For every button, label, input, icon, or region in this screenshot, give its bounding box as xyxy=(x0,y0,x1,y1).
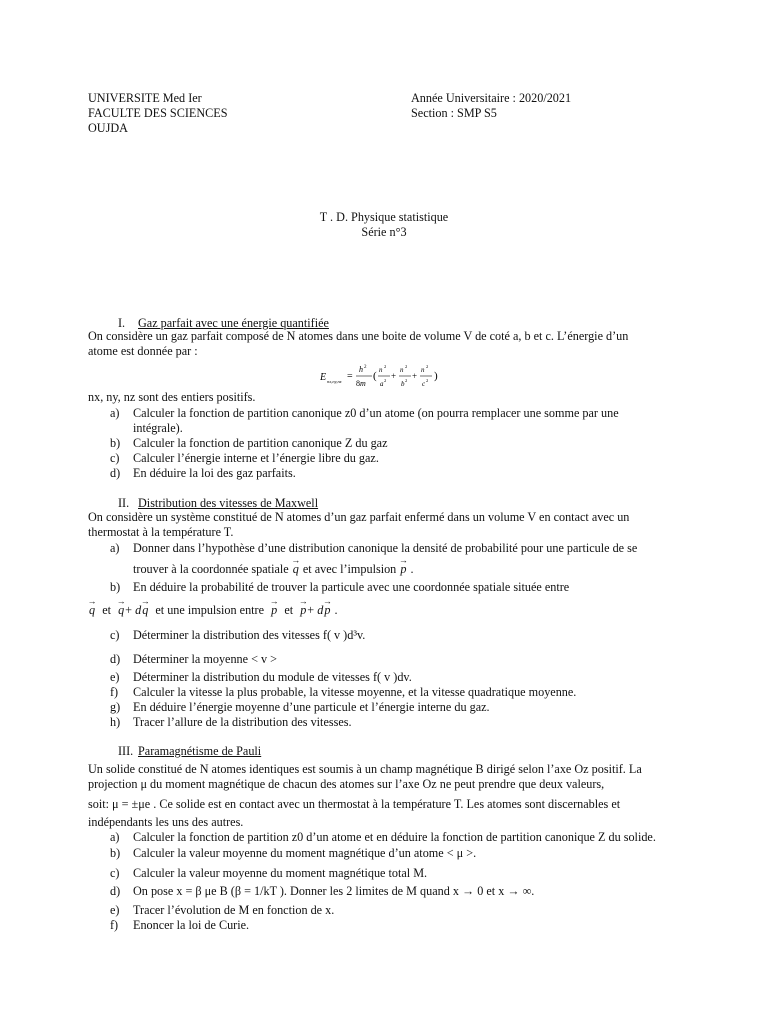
section3-item-label-b: b) xyxy=(110,846,121,860)
section2-item-a-cont: trouver à la coordonnée spatiale → q et avec l’impulsion → p . xyxy=(133,562,414,577)
section2-item-h: Tracer l’allure de la distribution des vitesses. xyxy=(133,715,352,729)
svg-text:n: n xyxy=(379,366,383,374)
section3-item-a: Calculer la fonction de partition z0 d’un atome et en déduire la fonction de partition canonique Z du solide. xyxy=(133,830,656,844)
section3-heading: Paramagnétisme de Pauli xyxy=(138,744,262,758)
section3-item-label-f: f) xyxy=(110,918,119,932)
section2-intro-2: thermostat à la température T. xyxy=(88,525,234,539)
section3-item-label-c: c) xyxy=(110,866,120,880)
section1-number: I. xyxy=(118,316,126,330)
q-vector-symbol: → q xyxy=(88,603,96,618)
svg-text:2: 2 xyxy=(384,378,387,383)
header-section: Section : SMP S5 xyxy=(411,106,497,120)
svg-text:2: 2 xyxy=(426,364,429,369)
section1-item-label-b: b) xyxy=(110,436,121,450)
section2-item-label-g: g) xyxy=(110,700,121,714)
svg-text:+: + xyxy=(391,371,397,381)
section2-item-e: Déterminer la distribution du module de vitesses f( v )dv. xyxy=(133,670,412,684)
section1-item-b: Calculer la fonction de partition canonique Z du gaz xyxy=(133,436,388,450)
svg-text:a: a xyxy=(380,380,384,388)
section3-item-e: Tracer l’évolution de M en fonction de x. xyxy=(133,903,335,917)
section2-item-b-cont: → q et → q+ d→ q et une impulsion entre → p et → p+ d→ p . xyxy=(88,603,338,618)
section2-item-label-c: c) xyxy=(110,628,120,642)
svg-text:E: E xyxy=(320,372,327,383)
section2-a2-mid: et avec l’impulsion xyxy=(302,562,397,576)
section2-item-label-d: d) xyxy=(110,652,121,666)
series-number: Série n°3 xyxy=(361,225,407,239)
svg-text:2: 2 xyxy=(405,378,408,383)
header-faculty: FACULTE DES SCIENCES xyxy=(88,106,228,120)
section3-item-label-a: a) xyxy=(110,830,120,844)
section3-intro-1: Un solide constitué de N atomes identiques est soumis à un champ magnétique B dirigé selon l’axe Oz positif. La xyxy=(88,762,642,776)
section1-item-c: Calculer l’énergie interne et l’énergie libre du gaz. xyxy=(133,451,379,465)
q-vector-symbol: → q xyxy=(292,562,300,577)
university-header xyxy=(88,91,228,136)
section3-item-label-e: e) xyxy=(110,903,120,917)
section3-item-b: Calculer la valeur moyenne du moment magnétique d’un atome < μ >. xyxy=(133,846,477,860)
section2-item-label-f: f) xyxy=(110,685,119,699)
svg-text:2: 2 xyxy=(384,364,387,369)
section1-item-a-cont: intégrale). xyxy=(133,421,183,435)
p-vector-symbol: → p xyxy=(323,603,331,618)
section3-intro-2: projection μ du moment magnétique de chacun des atomes sur l’axe Oz ne peut prendre que deux valeurs, xyxy=(88,777,605,791)
svg-text:n: n xyxy=(400,366,404,374)
svg-text:c: c xyxy=(422,380,426,388)
svg-text:=: = xyxy=(347,371,353,382)
q-vector-symbol: → q xyxy=(141,603,149,618)
section1-item-label-a: a) xyxy=(110,406,120,420)
header-year: Année Universitaire : 2020/2021 xyxy=(411,91,572,105)
section2-item-d: Déterminer la moyenne < v > xyxy=(133,652,278,666)
section3-item-c: Calculer la valeur moyenne du moment magnétique total M. xyxy=(133,866,428,880)
svg-text:2: 2 xyxy=(426,378,429,383)
section3-item-d: On pose x = β μe B (β = 1/kT ). Donner les 2 limites de M quand x → 0 et x → ∞. xyxy=(133,884,535,898)
svg-text:): ) xyxy=(434,370,438,382)
svg-text:(: ( xyxy=(373,370,377,382)
p-vector-symbol: → p xyxy=(299,603,307,618)
section2-b2-et: et xyxy=(102,603,111,617)
section2-item-label-b: b) xyxy=(110,580,121,594)
section2-item-g: En déduire l’énergie moyenne d’une particule et l’énergie interne du gaz. xyxy=(133,700,490,714)
svg-text:n: n xyxy=(421,366,425,374)
page-title: T . D. Physique statistique xyxy=(319,210,449,224)
q-vector-symbol: → q xyxy=(117,603,125,618)
section1-intro-1: On considère un gaz parfait composé de N atomes dans une boite de volume V de coté a, b et c. L’énergie d’un xyxy=(88,329,629,343)
section2-item-label-h: h) xyxy=(110,715,121,729)
section2-item-b: En déduire la probabilité de trouver la particule avec une coordonnée spatiale située entre xyxy=(133,580,570,594)
svg-text:2: 2 xyxy=(364,365,367,370)
header-university: UNIVERSITE Med Ier xyxy=(88,91,202,105)
academic-year-header xyxy=(411,91,571,121)
section2-heading: Distribution des vitesses de Maxwell xyxy=(138,496,319,510)
section2-item-label-e: e) xyxy=(110,670,120,684)
svg-text:+: + xyxy=(412,371,418,381)
section2-item-c: Déterminer la distribution des vitesses f( v )d³v. xyxy=(133,628,366,642)
section1-intro-2: atome est donnée par : xyxy=(88,344,198,358)
section1-heading: Gaz parfait avec une énergie quantifiée xyxy=(138,316,329,330)
section3-intro-3: soit: μ = ±μe . Ce solide est en contact avec un thermostat à la température T. Les atomes sont discernables et xyxy=(88,797,621,811)
section2-b2-mid: et une impulsion entre xyxy=(155,603,265,617)
section1-item-label-d: d) xyxy=(110,466,121,480)
svg-text:2: 2 xyxy=(405,364,408,369)
svg-text:h: h xyxy=(359,365,363,374)
section2-intro-1: On considère un système constitué de N atomes d’un gaz parfait enfermé dans un volume V en contact avec un xyxy=(88,510,630,524)
section3-intro-4: indépendants les uns des autres. xyxy=(88,815,244,829)
section2-a2-prefix: trouver à la coordonnée spatiale xyxy=(133,562,289,576)
section2-number: II. xyxy=(118,496,130,510)
header-city: OUJDA xyxy=(88,121,128,135)
svg-text:nx,ny,nz: nx,ny,nz xyxy=(327,379,342,384)
p-vector-symbol: → p xyxy=(270,603,278,618)
section3-number: III. xyxy=(118,744,134,758)
svg-text:b: b xyxy=(401,380,405,388)
section3-item-label-d: d) xyxy=(110,884,121,898)
section2-item-a: Donner dans l’hypothèse d’une distribution canonique la densité de probabilité pour une particule de se xyxy=(133,541,638,555)
energy-formula xyxy=(320,358,450,392)
svg-text:8m: 8m xyxy=(356,379,366,388)
section1-integers-note: nx, ny, nz sont des entiers positifs. xyxy=(88,390,256,404)
section2-item-f: Calculer la vitesse la plus probable, la vitesse moyenne, et la vitesse quadratique moyenne. xyxy=(133,685,577,699)
section1-item-label-c: c) xyxy=(110,451,120,465)
section1-item-d: En déduire la loi des gaz parfaits. xyxy=(133,466,296,480)
p-vector-symbol: → p xyxy=(399,562,407,577)
section2-item-label-a: a) xyxy=(110,541,120,555)
section3-item-f: Enoncer la loi de Curie. xyxy=(133,918,250,932)
section1-item-a: Calculer la fonction de partition canonique z0 d’un atome (on pourra remplacer une somme par une xyxy=(133,406,619,420)
